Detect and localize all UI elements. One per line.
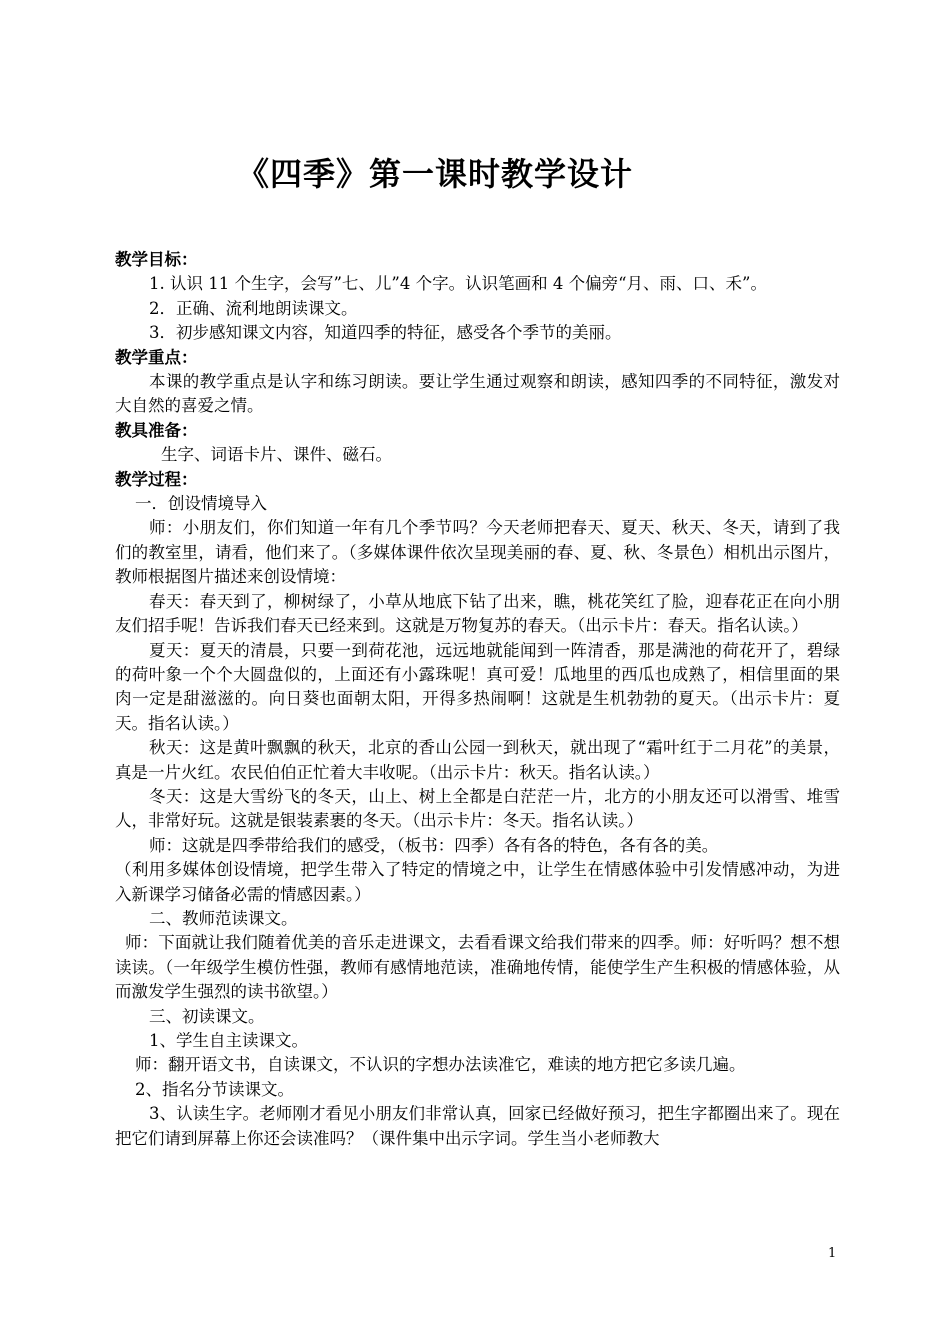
key-points-heading: 教学重点： — [115, 347, 198, 367]
goal-item-3: 3．初步感知课文内容，知道四季的特征，感受各个季节的美丽。 — [149, 323, 622, 343]
step-3-sub-1: 1、学生自主读课文。 — [149, 1031, 308, 1050]
step-3-sub-1-text: 师：翻开语文书，自读课文，不认识的字想办法读准它，难读的地方把它多读几遍。 — [135, 1055, 746, 1075]
step-3-sub-2: 2、指名分节读课文。 — [135, 1079, 294, 1099]
goal-item-1: 1. 认识 11 个生字，会写”七、儿”4 个字。认识笔画和 4 个偏旁“月、雨、口、禾”。 — [149, 274, 767, 294]
step-2-heading: 二、教师范读课文。 — [149, 908, 298, 928]
goal-item-2: 2．正确、流利地朗读课文。 — [149, 298, 358, 318]
document-title: 《四季》第一课时教学设计 — [236, 155, 633, 193]
key-points-text: 本课的教学重点是认字和练习朗读。要让学生通过观察和朗读，感知四季的不同特征，激发对大自然的喜爱之情。 — [115, 372, 840, 416]
summary-note: （利用多媒体创设情境，把学生带入了特定的情境之中，让学生在情感体验中引发情感冲动，为进入新课学习储备必需的情感因素。） — [115, 860, 840, 904]
step-2-paragraph: 师：下面就让我们随着优美的音乐走进课文，去看看课文给我们带来的四季。师：好听吗？想不想读读。（一年级学生模仿性强，教师有感情地范读，准确地传情，能使学生产生积极的情感体验，从而激发学生强烈的读书欲望。） — [115, 933, 840, 1002]
step-3-sub-3: 3、认读生字。老师刚才看见小朋友们非常认真，回家已经做好预习，把生字都圈出来了。现在把它们请到屏幕上你还会读准吗？（课件集中出示字词。学生当小老师教大 — [115, 1104, 840, 1148]
step-3-heading: 三、初读课文。 — [149, 1006, 265, 1026]
step-1-intro-paragraph: 师：小朋友们，你们知道一年有几个季节吗？今天老师把春天、夏天、秋天、冬天，请到了我们的教室里，请看，他们来了。（多媒体课件依次呈现美丽的春、夏、秋、冬景色）相机出示图片，教师根据图片描述来创设情境： — [115, 518, 840, 587]
step-1-heading: 一．创设情境导入 — [135, 494, 267, 514]
autumn-paragraph: 秋天：这是黄叶飘飘的秋天，北京的香山公园一到秋天，就出现了“霜叶红于二月花”的美景，真是一片火红。农民伯伯正忙着大丰收呢。（出示卡片：秋天。指名认读。） — [115, 738, 840, 782]
tools-text: 生字、词语卡片、课件、磁石。 — [161, 445, 392, 465]
page-number: 1 — [828, 1246, 837, 1261]
process-heading: 教学过程： — [115, 469, 198, 489]
summary-line: 师：这就是四季带给我们的感受，（板书：四季）各有各的特色，各有各的美。 — [149, 835, 719, 855]
tools-heading: 教具准备： — [115, 420, 198, 440]
document-body — [115, 248, 840, 1151]
spring-paragraph: 春天：春天到了，柳树绿了，小草从地底下钻了出来，瞧，桃花笑红了脸，迎春花正在向小朋友们招手呢！告诉我们春天已经来到。这就是万物复苏的春天。（出示卡片：春天。指名认读。） — [115, 591, 840, 636]
summer-paragraph: 夏天：夏天的清晨，只要一到荷花池，远远地就能闻到一阵清香，那是满池的荷花开了，碧绿的荷叶象一个个大圆盘似的，上面还有小露珠呢！真可爱！瓜地里的西瓜也成熟了，相信里面的果肉一定是甜滋滋的。向日葵也面朝太阳，开得多热闹啊！这就是生机勃勃的夏天。（出示卡片：夏天。指名认读。） — [115, 640, 840, 733]
goals-heading: 教学目标： — [115, 250, 198, 269]
winter-paragraph: 冬天：这是大雪纷飞的冬天，山上、树上全都是白茫茫一片，北方的小朋友还可以滑雪、堆雪人，非常好玩。这就是银装素裹的冬天。（出示卡片：冬天。指名认读。） — [115, 786, 840, 831]
